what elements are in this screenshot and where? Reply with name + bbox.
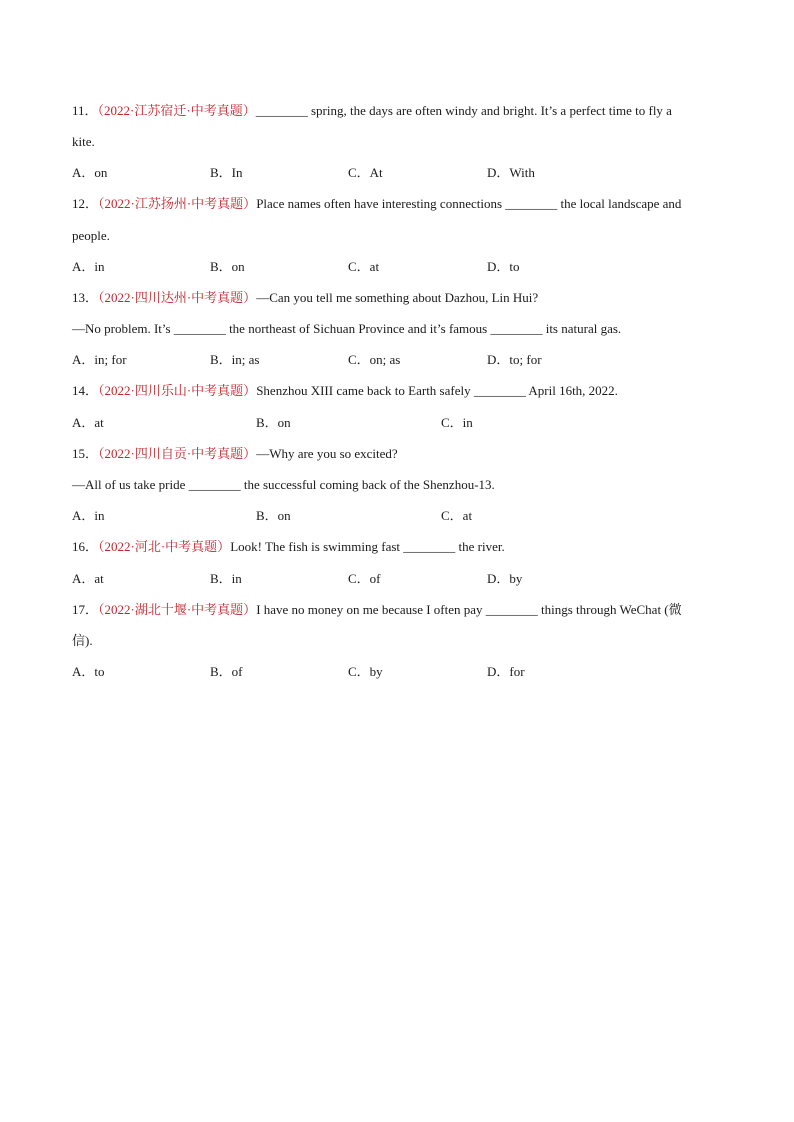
option-d: D．to; for	[487, 352, 542, 367]
option-b: B．of	[210, 664, 243, 679]
option-a: A．in	[72, 508, 105, 523]
question-12-line2: people.	[72, 228, 110, 243]
option-c: C．of	[348, 571, 381, 586]
question-source: （2022·四川自贡·中考真题）	[98, 446, 257, 461]
question-11-line2: kite.	[72, 134, 95, 149]
option-a: A．in; for	[72, 352, 127, 367]
question-source: （2022·河北·中考真题）	[98, 539, 231, 554]
option-a: A．to	[72, 664, 105, 679]
option-c: C．in	[441, 415, 473, 430]
option-b: B．on	[256, 508, 291, 523]
option-b: B．on	[210, 259, 245, 274]
question-text: —Why are you so excited?	[256, 446, 398, 461]
option-b: B．In	[210, 165, 243, 180]
question-number: 17．	[72, 602, 99, 617]
question-14-line1	[72, 383, 618, 399]
option-d: D．to	[487, 259, 520, 274]
question-source: （2022·湖北十堰·中考真题）	[98, 602, 257, 617]
option-c: C．on; as	[348, 352, 401, 367]
question-source: （2022·江苏宿迁·中考真题）	[97, 103, 256, 118]
question-text: Place names often have interesting connections ________ the local landscape and	[256, 196, 682, 211]
question-number: 13．	[72, 290, 99, 305]
option-c: C．at	[348, 259, 380, 274]
question-12-line1	[72, 196, 681, 212]
option-b: B．on	[256, 415, 291, 430]
option-a: A．at	[72, 571, 104, 586]
question-17-line2: 信).	[72, 633, 93, 648]
question-number: 14．	[72, 383, 99, 398]
option-b: B．in	[210, 571, 242, 586]
option-c: C．by	[348, 664, 383, 679]
question-number: 11．	[72, 103, 98, 118]
question-11-line1	[72, 103, 672, 119]
question-13-line1	[72, 290, 538, 306]
option-a: A．on	[72, 165, 108, 180]
question-15-line1	[72, 446, 398, 462]
question-source: （2022·四川乐山·中考真题）	[98, 383, 257, 398]
question-number: 12．	[72, 196, 99, 211]
question-number: 15．	[72, 446, 99, 461]
question-17-line1	[72, 602, 682, 618]
option-d: D．for	[487, 664, 525, 679]
question-source: （2022·江苏扬州·中考真题）	[98, 196, 257, 211]
option-d: D．by	[487, 571, 523, 586]
option-a: A．in	[72, 259, 105, 274]
question-text: I have no money on me because I often pay ________ things through WeChat (微	[256, 602, 682, 617]
question-16-line1	[72, 539, 505, 555]
option-d: D．With	[487, 165, 535, 180]
option-c: C．at	[441, 508, 473, 523]
option-c: C．At	[348, 165, 383, 180]
question-source: （2022·四川达州·中考真题）	[98, 290, 257, 305]
question-13-line2: —No problem. It’s ________ the northeast of Sichuan Province and it’s famous ________ its natural gas.	[72, 321, 622, 336]
question-number: 16．	[72, 539, 99, 554]
question-text: Look! The fish is swimming fast ________ the river.	[230, 539, 505, 554]
question-text: —Can you tell me something about Dazhou, Lin Hui?	[256, 290, 539, 305]
question-text: ________ spring, the days are often windy and bright. It’s a perfect time to fly a	[255, 103, 672, 118]
question-15-line2: —All of us take pride ________ the successful coming back of the Shenzhou-13.	[72, 477, 495, 492]
option-b: B．in; as	[210, 352, 260, 367]
option-a: A．at	[72, 415, 104, 430]
question-text: Shenzhou XIII came back to Earth safely ________ April 16th, 2022.	[256, 383, 618, 398]
